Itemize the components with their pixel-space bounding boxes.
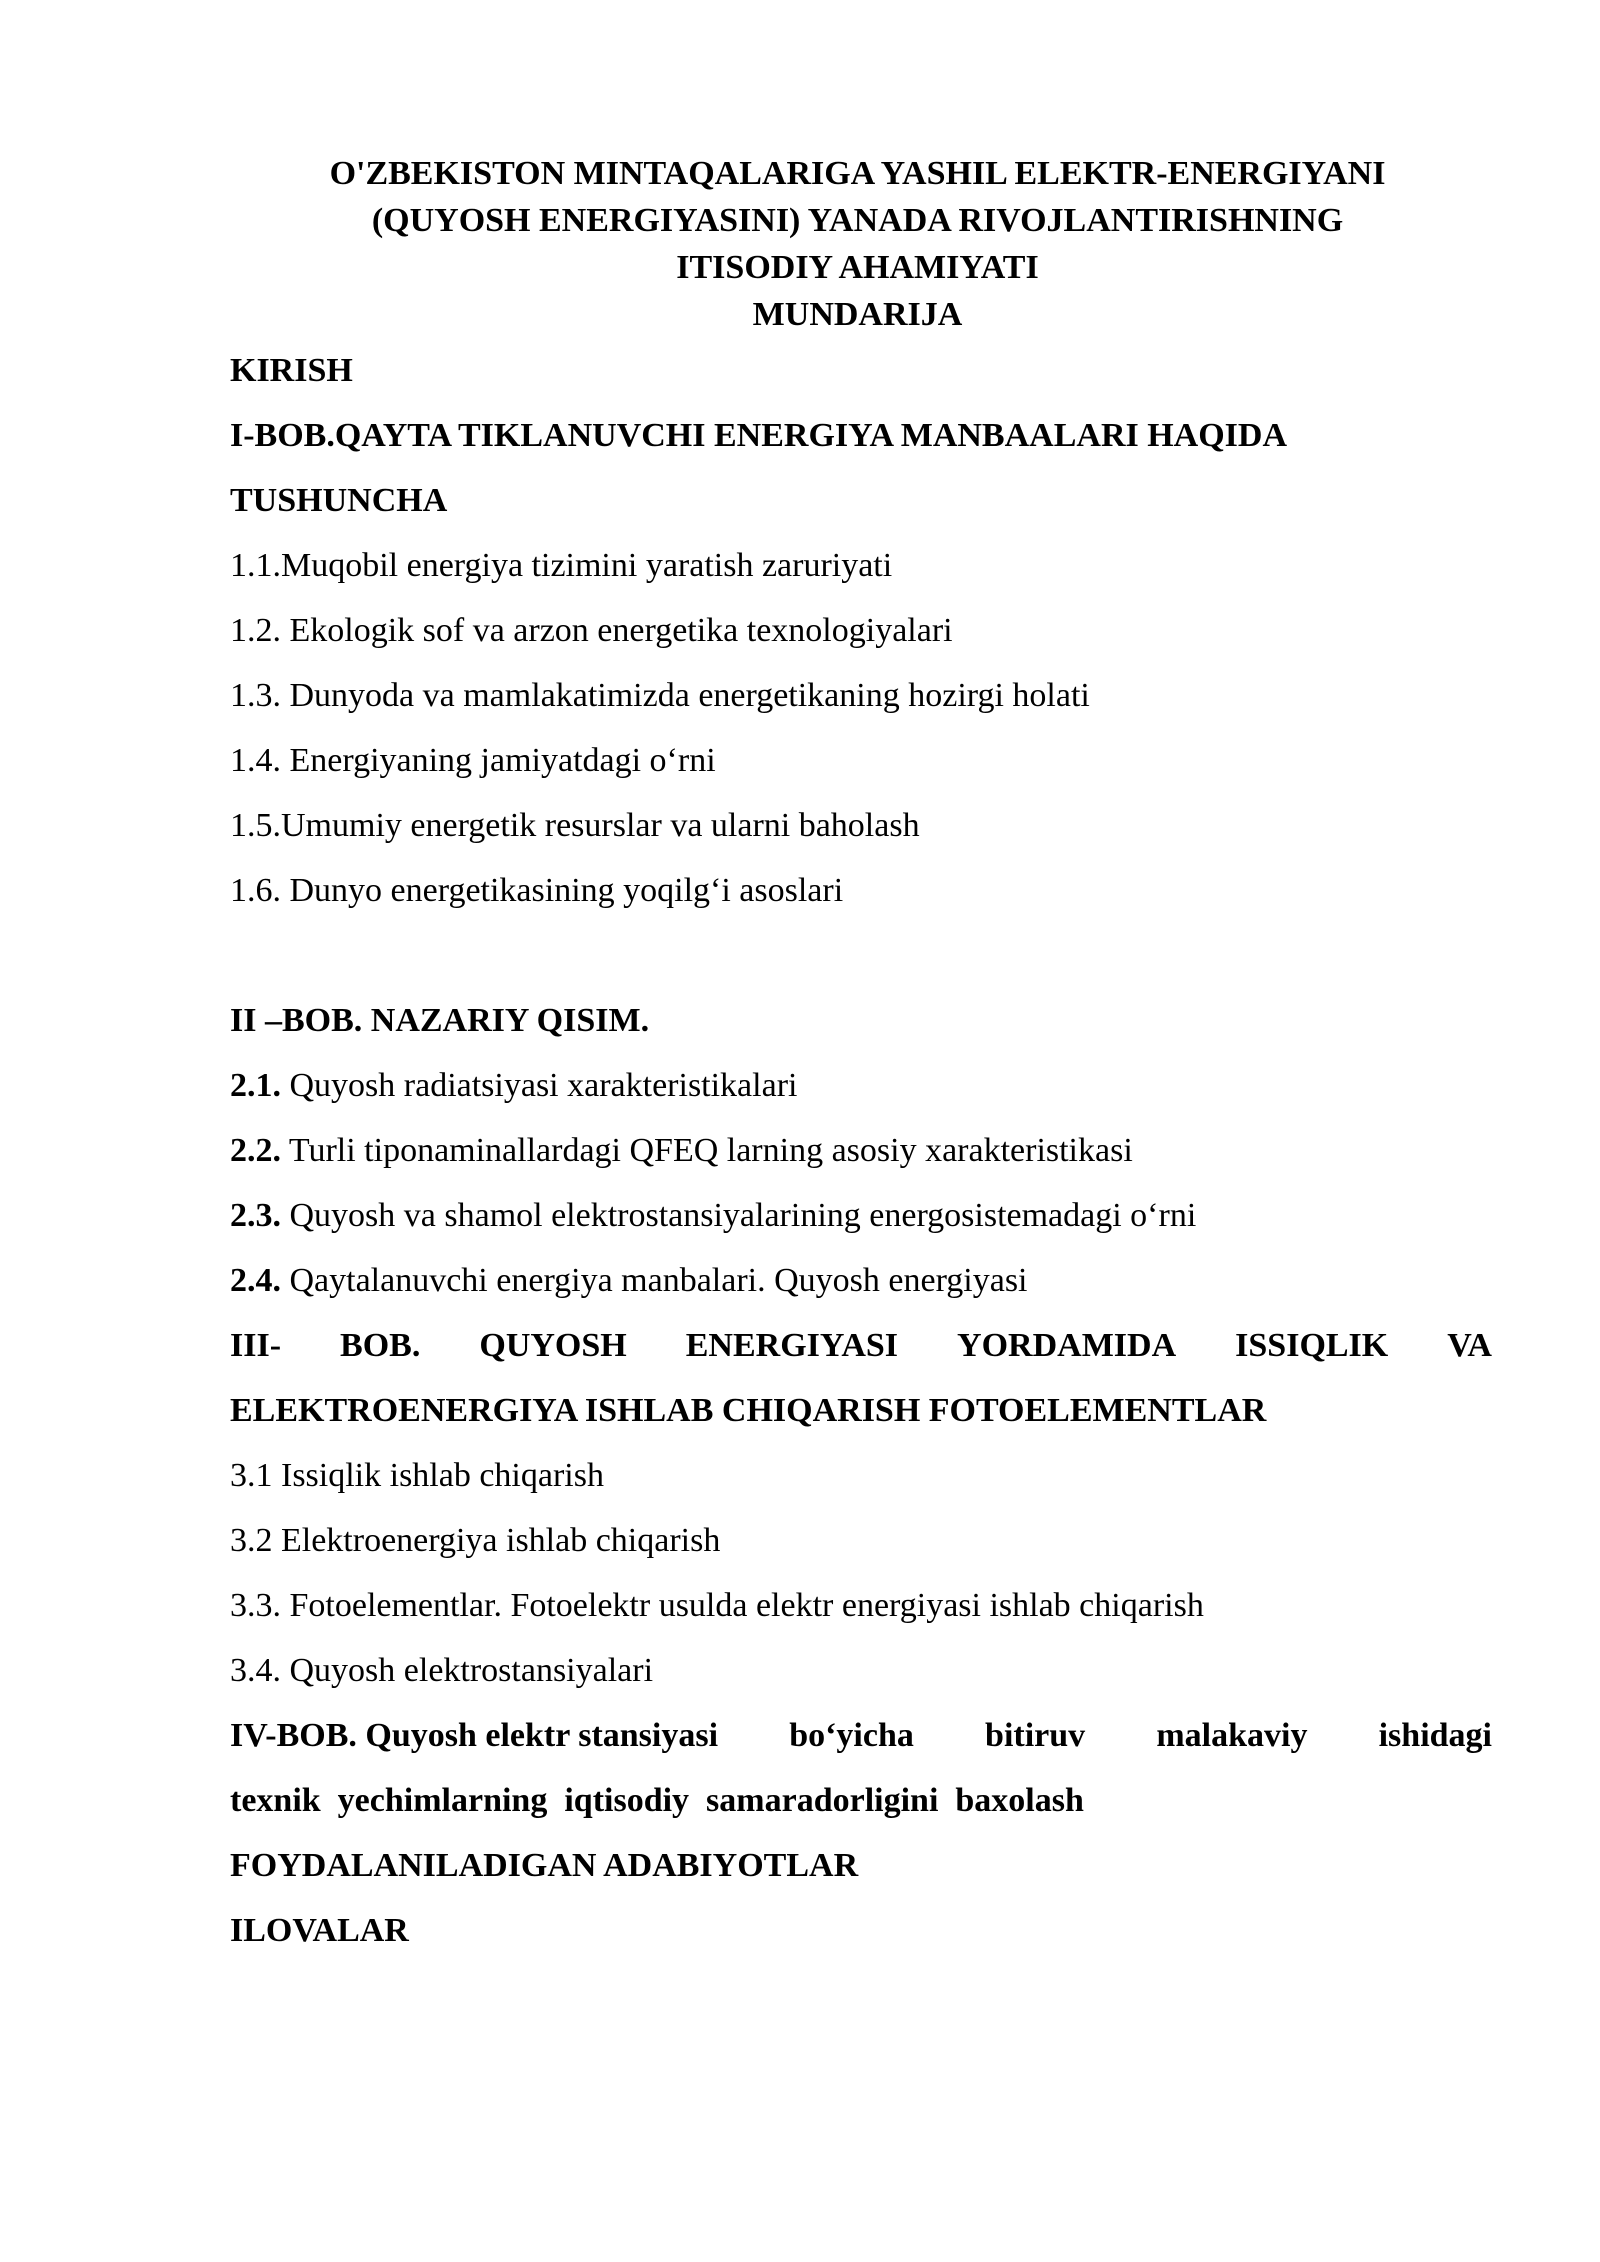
toc-chapter-4-word: ishidagi [1378,1717,1492,1754]
toc-chapter-2-title: II –BOB. NAZARIY QISIM. [230,1002,650,1039]
toc-item-number: 2.3. [230,1197,281,1234]
title-line-1: O'ZBEKISTON MINTAQALARIGA YASHIL ELEKTR-ENERGIYANI [329,155,1386,192]
toc-item-2-2 [230,1118,1492,1183]
document-title [230,150,1485,338]
toc-chapter-4-title [230,1703,1492,1768]
toc-intro: KIRISH [230,352,353,389]
toc-item-1-1: 1.1.Muqobil energiya tizimini yaratish zaruriyati [230,547,893,584]
toc-appendix: ILOVALAR [230,1912,409,1949]
toc-item-number: 2.2. [230,1132,281,1169]
toc-item-text: Quyosh va shamol elektrostansiyalarining energosistemadagi o‘rni [281,1197,1197,1234]
toc-item-1-5: 1.5.Umumiy energetik resurslar va ularni baholash [230,807,920,844]
toc-item-1-2: 1.2. Ekologik sof va arzon energetika texnologiyalari [230,612,953,649]
toc-item-1-3: 1.3. Dunyoda va mamlakatimizda energetikaning hozirgi holati [230,677,1090,714]
toc-item-number: 2.4. [230,1262,281,1299]
toc-chapter-4-word: bo‘yicha [789,1717,914,1754]
toc-chapter-3-word: ENERGIYASI [685,1327,899,1364]
toc-chapter-4-word: IV-BOB. Quyosh elektr stansiyasi [230,1717,719,1754]
toc-chapter-3-word: ISSIQLIK [1235,1327,1389,1364]
toc-chapter-3-title-cont: ELEKTROENERGIYA ISHLAB CHIQARISH FOTOELEMENTLAR [230,1392,1267,1429]
toc-chapter-1-title: I-BOB.QAYTA TIKLANUVCHI ENERGIYA MANBAALARI HAQIDA [230,417,1288,454]
toc-chapter-3-word: VA [1447,1327,1492,1364]
toc-item-text: Turli tiponaminallardagi QFEQ larning asosiy xarakteristikasi [281,1132,1133,1169]
title-line-2: (QUYOSH ENERGIYASINI) YANADA RIVOJLANTIRISHNING [371,202,1344,239]
toc-item-2-4 [230,1248,1492,1313]
toc-item-2-1 [230,1053,1492,1118]
toc-item-text: Quyosh radiatsiyasi xarakteristikalari [281,1067,798,1104]
toc-item-number: 2.1. [230,1067,281,1104]
toc-item-3-4: 3.4. Quyosh elektrostansiyalari [230,1652,654,1689]
toc-item-3-1: 3.1 Issiqlik ishlab chiqarish [230,1457,604,1494]
toc-chapter-4-word: malakaviy [1156,1717,1308,1754]
toc-references: FOYDALANILADIGAN ADABIYOTLAR [230,1847,859,1884]
toc-item-1-4: 1.4. Energiyaning jamiyatdagi o‘rni [230,742,716,779]
spacer [230,923,1492,988]
toc-chapter-3-title [230,1313,1492,1378]
toc-chapter-1-title-cont: TUSHUNCHA [230,482,448,519]
toc-item-3-2: 3.2 Elektroenergiya ishlab chiqarish [230,1522,721,1559]
toc-chapter-3-word: III- [230,1327,282,1364]
title-line-3: ITISODIY AHAMIYATI [676,249,1039,286]
toc-chapter-3-word: BOB. [340,1327,421,1364]
toc-item-2-3 [230,1183,1492,1248]
toc-chapter-4-word: bitiruv [985,1717,1086,1754]
toc-item-3-3: 3.3. Fotoelementlar. Fotoelektr usulda elektr energiyasi ishlab chiqarish [230,1587,1204,1624]
toc-chapter-3-word: QUYOSH [479,1327,627,1364]
table-of-contents [230,338,1492,1963]
toc-chapter-4-title-cont: texnik yechimlarning iqtisodiy samaradorligini baxolash [230,1782,1084,1819]
toc-item-1-6: 1.6. Dunyo energetikasining yoqilg‘i asoslari [230,872,844,909]
toc-item-text: Qaytalanuvchi energiya manbalari. Quyosh energiyasi [281,1262,1028,1299]
toc-chapter-3-word: YORDAMIDA [957,1327,1177,1364]
title-line-4: MUNDARIJA [752,296,963,333]
